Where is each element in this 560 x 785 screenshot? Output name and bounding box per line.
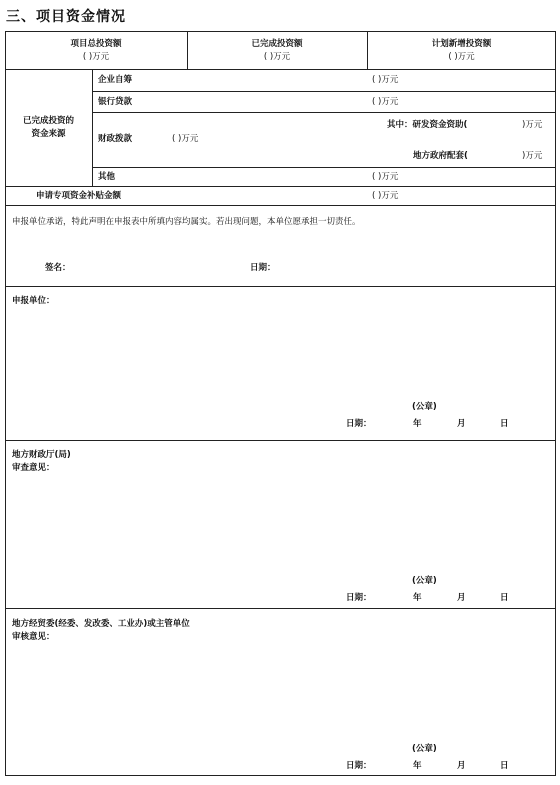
- subsidy-amount[interactable]: ( )万元: [372, 191, 399, 201]
- applicant-day: 日: [500, 419, 509, 429]
- rd-funding-label: 其中：研发资金资助(: [387, 120, 468, 130]
- planned-investment-label: 计划新增投资额: [431, 39, 492, 49]
- declaration-date-label[interactable]: 日期：: [250, 263, 276, 273]
- funding-source-label-line1: 已完成投资的: [22, 116, 74, 126]
- funding-source-label-line2: 资金来源: [31, 129, 66, 139]
- applicant-label[interactable]: 申报单位：: [12, 296, 55, 306]
- rule-funding-label-col: [92, 69, 93, 186]
- finance-dept-label: 地方财政厅(局): [12, 450, 71, 460]
- economic-seal: (公章): [412, 744, 437, 754]
- rd-funding-unit[interactable]: )万元: [522, 120, 543, 130]
- rule-header-col1: [187, 31, 188, 69]
- applicant-year: 年: [413, 419, 422, 429]
- bank-loan-amount[interactable]: ( )万元: [372, 97, 399, 107]
- finance-year: 年: [413, 593, 422, 603]
- rule-header-col2: [367, 31, 368, 69]
- rule-bank-loan: [92, 112, 556, 113]
- rule-applicant-bottom: [5, 440, 556, 441]
- planned-investment-amount[interactable]: ( )万元: [448, 52, 475, 62]
- rule-subsidy-bottom: [5, 205, 556, 206]
- local-match-unit[interactable]: )万元: [522, 151, 543, 161]
- finance-seal: (公章): [412, 576, 437, 586]
- economic-month: 月: [457, 761, 466, 771]
- form-frame: [5, 31, 556, 776]
- finance-date-label: 日期：: [346, 593, 372, 603]
- economic-date-label: 日期：: [346, 761, 372, 771]
- economic-dept-label: 地方经贸委(经委、发改委、工业办)或主管单位: [12, 619, 190, 629]
- finance-month: 月: [457, 593, 466, 603]
- self-raised-amount[interactable]: ( )万元: [372, 75, 399, 85]
- rule-header-bottom: [5, 69, 556, 70]
- rule-funding-bottom: [5, 186, 556, 187]
- economic-opinion-label[interactable]: 审核意见：: [12, 632, 55, 642]
- applicant-month: 月: [457, 419, 466, 429]
- self-raised-label: 企业自筹: [98, 75, 133, 85]
- rule-finance-bottom: [5, 608, 556, 609]
- rule-declaration-bottom: [5, 286, 556, 287]
- completed-investment-label: 已完成投资额: [251, 39, 303, 49]
- total-investment-amount[interactable]: ( )万元: [82, 52, 110, 62]
- fiscal-grant-amount[interactable]: ( )万元: [172, 134, 199, 144]
- other-amount[interactable]: ( )万元: [372, 172, 399, 182]
- total-investment-label: 项目总投资额: [70, 39, 122, 49]
- declaration-text: 申报单位承诺，特此声明在申报表中所填内容均属实。若出现问题，本单位愿承担一切责任。: [12, 217, 361, 227]
- section-title: 三、项目资金情况: [6, 9, 126, 25]
- completed-investment-amount[interactable]: ( )万元: [263, 52, 291, 62]
- applicant-date-label: 日期：: [346, 419, 372, 429]
- rule-fiscal: [92, 167, 556, 168]
- local-match-label: 地方政府配套(: [413, 151, 468, 161]
- finance-opinion-label[interactable]: 审查意见：: [12, 463, 55, 473]
- other-label: 其他: [98, 172, 116, 182]
- rule-self-raised: [92, 91, 556, 92]
- finance-day: 日: [500, 593, 509, 603]
- bank-loan-label: 银行贷款: [98, 97, 133, 107]
- economic-year: 年: [413, 761, 422, 771]
- signature-label[interactable]: 签名：: [45, 263, 71, 273]
- economic-day: 日: [500, 761, 509, 771]
- applicant-seal: (公章): [412, 402, 437, 412]
- subsidy-label: 申请专项资金补贴金额: [36, 191, 122, 201]
- fiscal-grant-label: 财政拨款: [98, 134, 133, 144]
